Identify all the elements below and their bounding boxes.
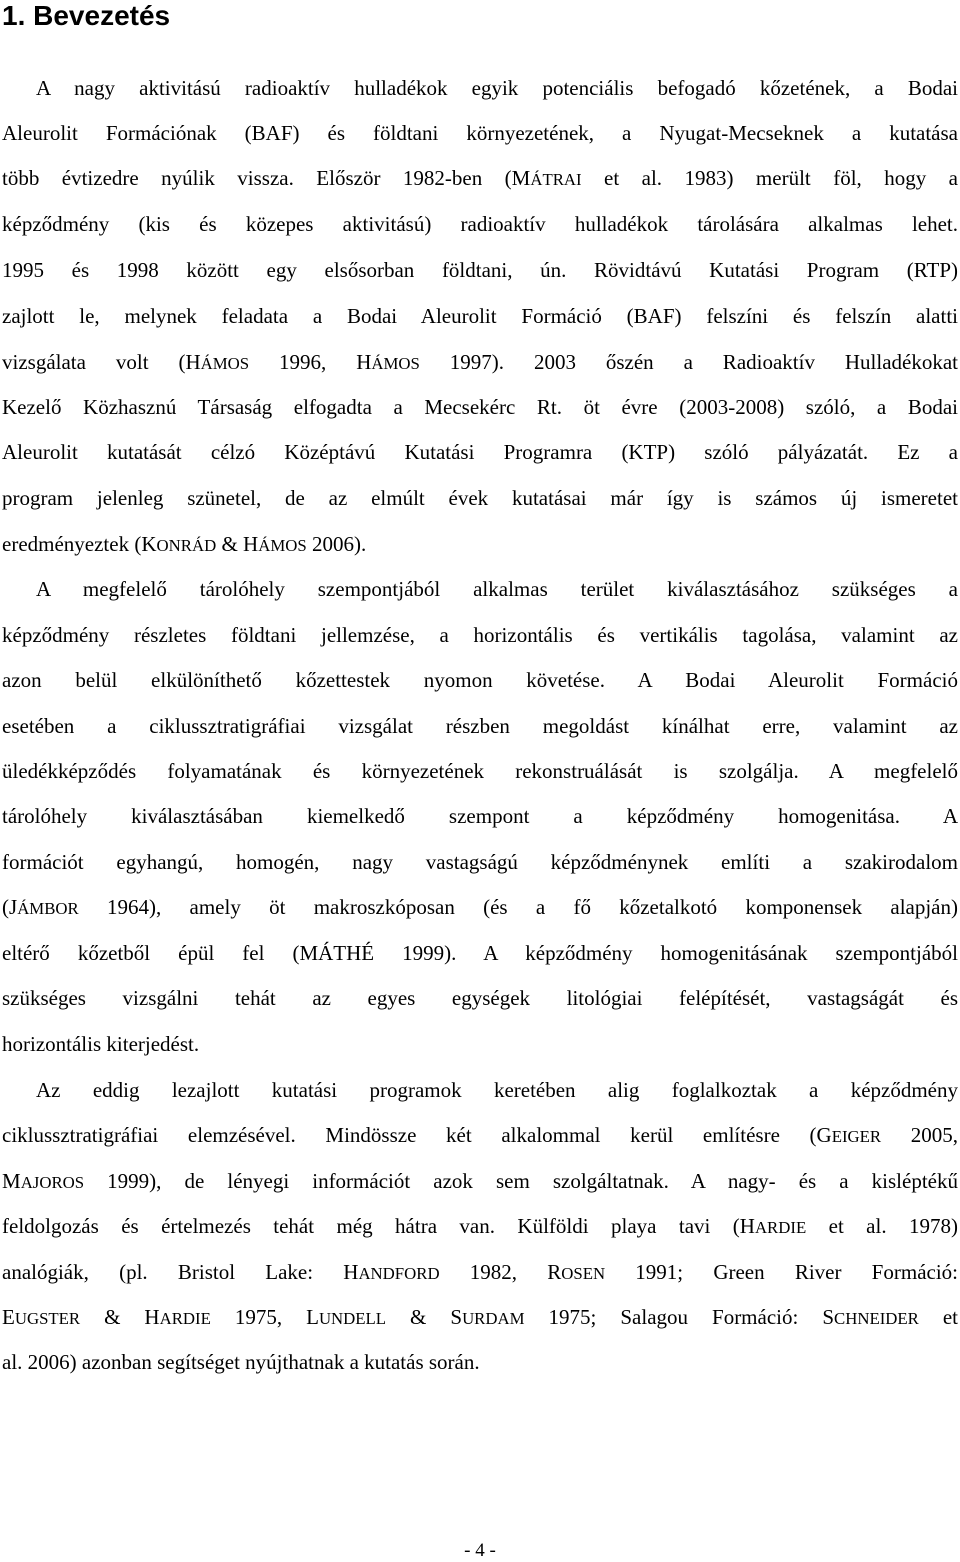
text-line: Aleurolit Formációnak (BAF) és földtani környezetének, a Nyugat-Mecseknek a kutatása [2, 121, 958, 145]
text-line: képződmény (kis és közepes aktivitású) radioaktív hulladékok tárolására alkalmas lehet. [2, 212, 958, 236]
text-line: azon belül elkülöníthető kőzettestek nyomon követése. A Bodai Aleurolit Formáció [2, 668, 958, 692]
text-line: eredményeztek (KONRÁD & HÁMOS 2006). [2, 532, 367, 556]
text-line: vizsgálata volt (HÁMOS 1996, HÁMOS 1997). 2003 őszén a Radioaktív Hulladékokat [2, 350, 959, 374]
text-line: szükséges vizsgálni tehát az egyes egységek litológiai felépítését, vastagságát és [2, 986, 958, 1010]
text-line: Az eddig lezajlott kutatási programok keretében alig foglalkoztak a képződmény [36, 1078, 958, 1102]
text-line: képződmény részletes földtani jellemzése, a horizontális és vertikális tagolása, valamint az [2, 623, 958, 647]
text-line: eltérő kőzetből épül fel (MÁTHÉ 1999). A képződmény homogenitásának szempontjából [2, 941, 958, 965]
text-line: al. 2006) azonban segítséget nyújthatnak a kutatás során. [2, 1350, 480, 1374]
text-line: tárolóhely kiválasztásában kiemelkedő szempont a képződmény homogenitása. A [2, 804, 958, 828]
text-line: formációt egyhangú, homogén, nagy vastagságú képződménynek említi a szakirodalom [2, 850, 958, 874]
text-line: ciklussztratigráfiai elemzésével. Mindössze két alkalommal kerül említésre (GEIGER 2005, [2, 1123, 959, 1147]
text-line: Aleurolit kutatását célzó Középtávú Kutatási Programra (KTP) szóló pályázatát. Ez a [2, 440, 958, 464]
text-line: EUGSTER & HARDIE 1975, LUNDELL & SURDAM 1975; Salagou Formáció: SCHNEIDER et [2, 1305, 959, 1329]
text-line: analógiák, (pl. Bristol Lake: HANDFORD 1982, ROSEN 1991; Green River Formáció: [2, 1260, 959, 1284]
section-heading: 1. Bevezetés [2, 0, 171, 31]
text-line: A megfelelő tárolóhely szempontjából alkalmas terület kiválasztásához szükséges a [36, 577, 958, 601]
text-line: zajlott le, melynek feladata a Bodai Aleurolit Formáció (BAF) felszíni és felszín alatti [2, 304, 958, 328]
text-line: horizontális kiterjedést. [2, 1032, 200, 1056]
text-line: feldolgozás és értelmezés tehát még hátra van. Külföldi playa tavi (HARDIE et al. 1978) [2, 1214, 958, 1238]
text-line: A nagy aktivitású radioaktív hulladékok egyik potenciális befogadó kőzetének, a Bodai [36, 76, 958, 100]
text-line: több évtizedre nyúlik vissza. Először 1982-ben (MÁTRAI et al. 1983) merült föl, hogy a [2, 166, 958, 190]
page-number: - 4 - [464, 1540, 496, 1561]
text-line: esetében a ciklussztratigráfiai vizsgálat részben megoldást kínálhat erre, valamint az [2, 714, 958, 738]
text-line: 1995 és 1998 között egy elsősorban földtani, ún. Rövidtávú Kutatási Program (RTP) [2, 258, 958, 282]
text-line: Kezelő Közhasznú Társaság elfogadta a Mecsekérc Rt. öt évre (2003-2008) szóló, a Bodai [2, 395, 958, 419]
text-line: program jelenleg szünetel, de az elmúlt évek kutatásai már így is számos új ismeretet [2, 486, 958, 510]
text-line: (JÁMBOR 1964), amely öt makroszkóposan (és a fő kőzetalkotó komponensek alapján) [2, 895, 958, 919]
text-line: MAJOROS 1999), de lényegi információt azok sem szolgáltatnak. A nagy- és a kisléptékű [2, 1169, 958, 1193]
text-line: üledékképződés folyamatának és környezetének rekonstruálását is szolgálja. A megfelelő [2, 759, 958, 783]
